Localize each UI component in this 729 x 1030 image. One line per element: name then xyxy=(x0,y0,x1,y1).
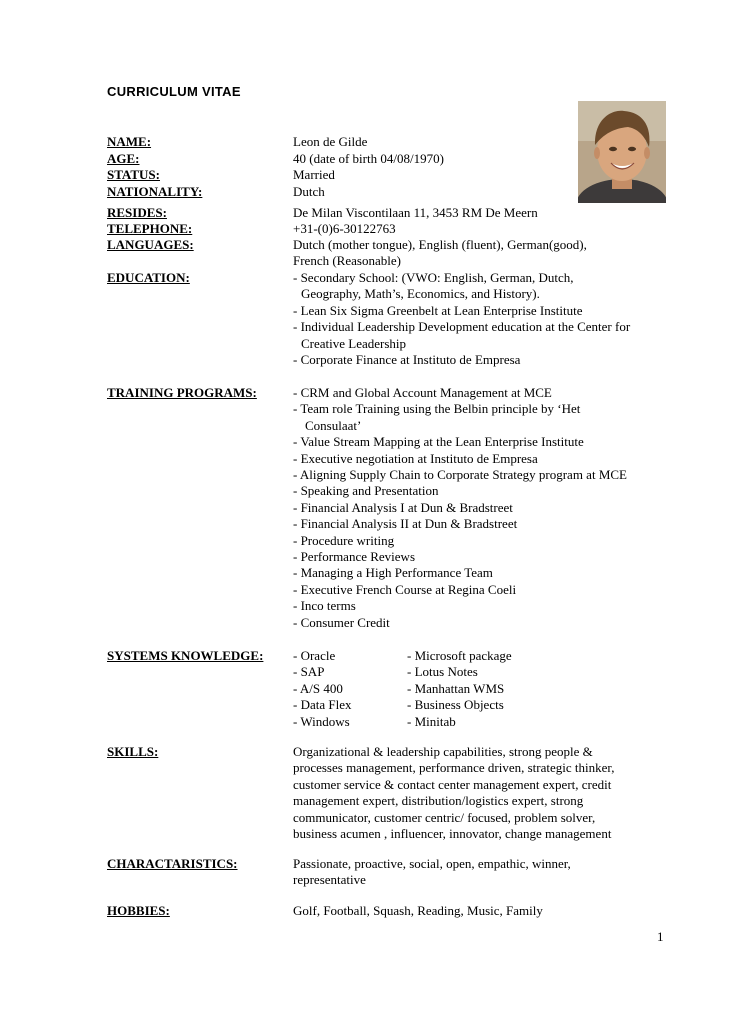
system-item: - Manhattan WMS xyxy=(407,680,505,696)
languages-line: Dutch (mother tongue), English (fluent), German(good), xyxy=(293,237,587,252)
system-item: - Microsoft package xyxy=(407,648,512,663)
telephone-label: TELEPHONE: xyxy=(107,221,193,236)
skills-line: management expert, distribution/logistics expert, strong xyxy=(293,793,584,809)
systems-label: SYSTEMS KNOWLEDGE: xyxy=(107,648,264,663)
education-item: - Secondary School: (VWO: English, German, Dutch, xyxy=(293,270,574,285)
characteristics-line: representative xyxy=(293,872,366,888)
education-item: Geography, Math’s, Economics, and History). xyxy=(301,286,540,302)
hobbies-label: HOBBIES: xyxy=(107,903,170,918)
age-value: 40 (date of birth 04/08/1970) xyxy=(293,151,444,166)
skills-line: communicator, customer centric/ focused, problem solver, xyxy=(293,809,596,825)
system-item: - SAP xyxy=(293,664,325,680)
document-title: CURRICULUM VITAE xyxy=(107,84,241,99)
characteristics-label: CHARACTARISTICS: xyxy=(107,856,238,871)
skills-line: business acumen , influencer, innovator, change management xyxy=(293,826,612,842)
resides-label: RESIDES: xyxy=(107,205,167,220)
training-item: - CRM and Global Account Management at MCE xyxy=(293,385,552,400)
education-list xyxy=(293,270,673,368)
skills-line: Organizational & leadership capabilities, strong people & xyxy=(293,744,593,759)
training-item: - Procedure writing xyxy=(293,532,395,548)
education-item: Creative Leadership xyxy=(301,335,407,351)
skills-line: processes management, performance driven, strategic thinker, xyxy=(293,760,615,776)
training-item: - Aligning Supply Chain to Corporate Strategy program at MCE xyxy=(293,467,627,483)
education-label: EDUCATION: xyxy=(107,270,190,285)
skills-line: customer service & contact center management expert, credit xyxy=(293,776,612,792)
training-list xyxy=(293,385,673,631)
skills-label: SKILLS: xyxy=(107,744,159,759)
training-item: - Executive negotiation at Instituto de Empresa xyxy=(293,450,538,466)
nationality-value: Dutch xyxy=(293,184,325,199)
system-item: - Oracle xyxy=(293,648,336,663)
characteristics-line: Passionate, proactive, social, open, empathic, winner, xyxy=(293,856,571,871)
training-item: - Executive French Course at Regina Coeli xyxy=(293,581,517,597)
system-item: - A/S 400 xyxy=(293,680,343,696)
education-item: - Corporate Finance at Instituto de Empresa xyxy=(293,352,521,368)
system-item: - Business Objects xyxy=(407,697,504,713)
status-value: Married xyxy=(293,167,335,182)
training-item: - Value Stream Mapping at the Lean Enterprise Institute xyxy=(293,434,584,450)
languages-line: French (Reasonable) xyxy=(293,253,401,269)
education-item: - Lean Six Sigma Greenbelt at Lean Enterprise Institute xyxy=(293,302,583,318)
name-label: NAME: xyxy=(107,134,152,149)
name-value: Leon de Gilde xyxy=(293,134,368,149)
languages-label: LANGUAGES: xyxy=(107,237,194,252)
training-label: TRAINING PROGRAMS: xyxy=(107,385,257,400)
system-item: - Lotus Notes xyxy=(407,664,478,680)
training-item: - Speaking and Presentation xyxy=(293,483,439,499)
hobbies-value: Golf, Football, Squash, Reading, Music, Family xyxy=(293,903,543,918)
system-item: - Minitab xyxy=(407,713,456,729)
training-item: - Inco terms xyxy=(293,598,356,614)
training-item: Consulaat’ xyxy=(305,417,362,433)
status-label: STATUS: xyxy=(107,167,160,182)
systems-column-2 xyxy=(407,648,607,730)
training-item: - Financial Analysis II at Dun & Bradstreet xyxy=(293,516,518,532)
resides-value: De Milan Viscontilaan 11, 3453 RM De Meern xyxy=(293,205,538,220)
languages-value xyxy=(293,237,673,270)
age-label: AGE: xyxy=(107,151,140,166)
characteristics-text xyxy=(293,856,673,889)
skills-text xyxy=(293,744,673,842)
nationality-label: NATIONALITY: xyxy=(107,184,203,199)
education-item: - Individual Leadership Development education at the Center for xyxy=(293,319,631,335)
system-item: - Data Flex xyxy=(293,697,352,713)
telephone-value: +31-(0)6-30122763 xyxy=(293,221,396,236)
training-item: - Performance Reviews xyxy=(293,549,416,565)
training-item: - Financial Analysis I at Dun & Bradstreet xyxy=(293,499,513,515)
training-item: - Managing a High Performance Team xyxy=(293,565,493,581)
training-item: - Team role Training using the Belbin principle by ‘Het xyxy=(293,401,581,417)
page-number: 1 xyxy=(657,929,664,944)
training-item: - Consumer Credit xyxy=(293,614,390,630)
systems-column-1 xyxy=(293,648,403,730)
system-item: - Windows xyxy=(293,713,350,729)
